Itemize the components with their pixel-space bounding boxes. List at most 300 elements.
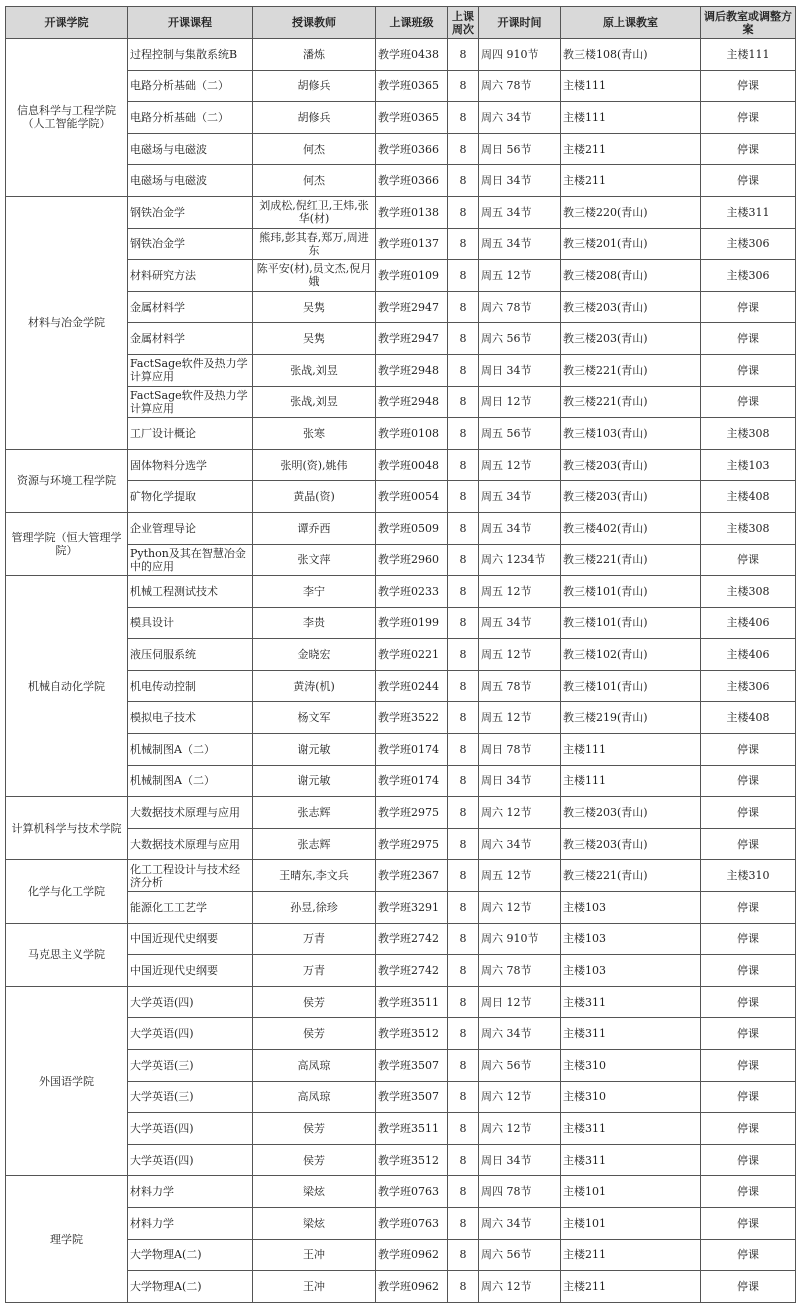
course-cell: 材料力学 <box>128 1207 253 1239</box>
week-cell: 8 <box>448 1050 479 1082</box>
plan-cell: 停课 <box>701 797 796 829</box>
week-cell: 8 <box>448 1239 479 1271</box>
teacher-cell: 陈平安(材),员文杰,倪月娥 <box>253 260 376 292</box>
week-cell: 8 <box>448 39 479 71</box>
week-cell: 8 <box>448 607 479 639</box>
time-cell: 周四 910节 <box>479 39 561 71</box>
teacher-cell: 杨文军 <box>253 702 376 734</box>
time-cell: 周六 12节 <box>479 1271 561 1303</box>
class-cell: 教学班2975 <box>376 797 448 829</box>
course-cell: 电路分析基础（二） <box>128 102 253 134</box>
room-cell: 主楼111 <box>561 102 701 134</box>
course-cell: 中国近现代史纲要 <box>128 923 253 955</box>
course-cell: 固体物料分选学 <box>128 449 253 481</box>
course-cell: 过程控制与集散系统B <box>128 39 253 71</box>
class-cell: 教学班2742 <box>376 923 448 955</box>
class-cell: 教学班0366 <box>376 133 448 165</box>
college-cell: 资源与环境工程学院 <box>6 449 128 512</box>
course-cell: FactSage软件及热力学计算应用 <box>128 354 253 386</box>
time-cell: 周六 56节 <box>479 1050 561 1082</box>
plan-cell: 停课 <box>701 386 796 418</box>
table-row <box>6 39 796 71</box>
week-cell: 8 <box>448 1144 479 1176</box>
time-cell: 周五 12节 <box>479 449 561 481</box>
teacher-cell: 何杰 <box>253 165 376 197</box>
course-cell: 能源化工工艺学 <box>128 892 253 924</box>
room-cell: 主楼101 <box>561 1207 701 1239</box>
teacher-cell: 侯芳 <box>253 1113 376 1145</box>
header-time: 开课时间 <box>479 7 561 39</box>
plan-cell: 停课 <box>701 986 796 1018</box>
college-cell: 信息科学与工程学院（人工智能学院） <box>6 39 128 197</box>
plan-cell: 停课 <box>701 133 796 165</box>
week-cell: 8 <box>448 133 479 165</box>
week-cell: 8 <box>448 797 479 829</box>
plan-cell: 主楼306 <box>701 260 796 292</box>
time-cell: 周日 34节 <box>479 765 561 797</box>
time-cell: 周日 34节 <box>479 354 561 386</box>
plan-cell: 主楼308 <box>701 418 796 450</box>
class-cell: 教学班3511 <box>376 986 448 1018</box>
course-cell: 钢铁冶金学 <box>128 196 253 228</box>
class-cell: 教学班0365 <box>376 102 448 134</box>
course-cell: 液压伺服系统 <box>128 639 253 671</box>
week-cell: 8 <box>448 196 479 228</box>
course-cell: 材料研究方法 <box>128 260 253 292</box>
plan-cell: 主楼306 <box>701 228 796 260</box>
class-cell: 教学班0199 <box>376 607 448 639</box>
teacher-cell: 王晴东,李文兵 <box>253 860 376 892</box>
teacher-cell: 张文萍 <box>253 544 376 576</box>
plan-cell: 主楼306 <box>701 670 796 702</box>
college-cell: 材料与冶金学院 <box>6 196 128 449</box>
week-cell: 8 <box>448 702 479 734</box>
course-cell: 大学英语(三) <box>128 1081 253 1113</box>
plan-cell: 停课 <box>701 1018 796 1050</box>
room-cell: 主楼103 <box>561 892 701 924</box>
class-cell: 教学班3511 <box>376 1113 448 1145</box>
teacher-cell: 万青 <box>253 955 376 987</box>
plan-cell: 主楼311 <box>701 196 796 228</box>
plan-cell: 停课 <box>701 734 796 766</box>
teacher-cell: 谢元敏 <box>253 734 376 766</box>
time-cell: 周六 34节 <box>479 828 561 860</box>
course-cell: 大数据技术原理与应用 <box>128 828 253 860</box>
room-cell: 主楼311 <box>561 986 701 1018</box>
course-cell: 大学英语(四) <box>128 1018 253 1050</box>
class-cell: 教学班0108 <box>376 418 448 450</box>
plan-cell: 主楼308 <box>701 512 796 544</box>
week-cell: 8 <box>448 1176 479 1208</box>
teacher-cell: 金晓宏 <box>253 639 376 671</box>
course-cell: 大学英语(四) <box>128 1113 253 1145</box>
course-cell: 模拟电子技术 <box>128 702 253 734</box>
table-header <box>6 7 796 39</box>
teacher-cell: 孙昱,徐珍 <box>253 892 376 924</box>
schedule-adjustment-table <box>5 6 796 1303</box>
course-cell: 大数据技术原理与应用 <box>128 797 253 829</box>
week-cell: 8 <box>448 892 479 924</box>
course-cell: 机械制图A（二） <box>128 734 253 766</box>
plan-cell: 停课 <box>701 323 796 355</box>
room-cell: 主楼101 <box>561 1176 701 1208</box>
table-row <box>6 449 796 481</box>
time-cell: 周六 12节 <box>479 1081 561 1113</box>
week-cell: 8 <box>448 228 479 260</box>
table-row <box>6 986 796 1018</box>
teacher-cell: 张明(资),姚伟 <box>253 449 376 481</box>
room-cell: 主楼211 <box>561 133 701 165</box>
header-course: 开课课程 <box>128 7 253 39</box>
course-cell: 大学物理A(二) <box>128 1271 253 1303</box>
header-row <box>6 7 796 39</box>
course-cell: 企业管理导论 <box>128 512 253 544</box>
room-cell: 主楼211 <box>561 165 701 197</box>
teacher-cell: 梁炫 <box>253 1176 376 1208</box>
time-cell: 周日 12节 <box>479 386 561 418</box>
teacher-cell: 张战,刘昱 <box>253 354 376 386</box>
table-row <box>6 923 796 955</box>
course-cell: 大学英语(四) <box>128 986 253 1018</box>
course-cell: 矿物化学提取 <box>128 481 253 513</box>
course-cell: 中国近现代史纲要 <box>128 955 253 987</box>
room-cell: 教三楼201(青山) <box>561 228 701 260</box>
teacher-cell: 梁炫 <box>253 1207 376 1239</box>
teacher-cell: 万青 <box>253 923 376 955</box>
plan-cell: 停课 <box>701 923 796 955</box>
class-cell: 教学班0221 <box>376 639 448 671</box>
plan-cell: 停课 <box>701 1239 796 1271</box>
teacher-cell: 张志辉 <box>253 828 376 860</box>
room-cell: 主楼311 <box>561 1113 701 1145</box>
course-cell: FactSage软件及热力学计算应用 <box>128 386 253 418</box>
teacher-cell: 张寒 <box>253 418 376 450</box>
week-cell: 8 <box>448 386 479 418</box>
teacher-cell: 张战,刘昱 <box>253 386 376 418</box>
class-cell: 教学班0174 <box>376 765 448 797</box>
time-cell: 周五 12节 <box>479 639 561 671</box>
course-cell: 电路分析基础（二） <box>128 70 253 102</box>
room-cell: 主楼310 <box>561 1081 701 1113</box>
plan-cell: 停课 <box>701 1207 796 1239</box>
college-cell: 理学院 <box>6 1176 128 1302</box>
plan-cell: 主楼308 <box>701 576 796 608</box>
week-cell: 8 <box>448 481 479 513</box>
teacher-cell: 吴隽 <box>253 291 376 323</box>
time-cell: 周六 78节 <box>479 291 561 323</box>
class-cell: 教学班0763 <box>376 1207 448 1239</box>
class-cell: 教学班0365 <box>376 70 448 102</box>
header-college: 开课学院 <box>6 7 128 39</box>
time-cell: 周四 78节 <box>479 1176 561 1208</box>
room-cell: 主楼103 <box>561 923 701 955</box>
room-cell: 教三楼221(青山) <box>561 354 701 386</box>
class-cell: 教学班3507 <box>376 1050 448 1082</box>
class-cell: 教学班2947 <box>376 291 448 323</box>
teacher-cell: 黄涛(机) <box>253 670 376 702</box>
room-cell: 教三楼221(青山) <box>561 544 701 576</box>
plan-cell: 停课 <box>701 544 796 576</box>
plan-cell: 停课 <box>701 828 796 860</box>
week-cell: 8 <box>448 860 479 892</box>
class-cell: 教学班0233 <box>376 576 448 608</box>
class-cell: 教学班0138 <box>376 196 448 228</box>
class-cell: 教学班0174 <box>376 734 448 766</box>
class-cell: 教学班0962 <box>376 1239 448 1271</box>
course-cell: 机械制图A（二） <box>128 765 253 797</box>
class-cell: 教学班0137 <box>376 228 448 260</box>
plan-cell: 停课 <box>701 892 796 924</box>
plan-cell: 主楼310 <box>701 860 796 892</box>
course-cell: 化工工程设计与技术经济分析 <box>128 860 253 892</box>
room-cell: 教三楼203(青山) <box>561 449 701 481</box>
course-cell: 金属材料学 <box>128 323 253 355</box>
week-cell: 8 <box>448 165 479 197</box>
week-cell: 8 <box>448 512 479 544</box>
college-cell: 计算机科学与技术学院 <box>6 797 128 860</box>
class-cell: 教学班0048 <box>376 449 448 481</box>
room-cell: 教三楼101(青山) <box>561 670 701 702</box>
room-cell: 教三楼219(青山) <box>561 702 701 734</box>
plan-cell: 停课 <box>701 1050 796 1082</box>
teacher-cell: 胡修兵 <box>253 70 376 102</box>
time-cell: 周五 12节 <box>479 260 561 292</box>
plan-cell: 主楼406 <box>701 639 796 671</box>
plan-cell: 停课 <box>701 70 796 102</box>
teacher-cell: 李宁 <box>253 576 376 608</box>
week-cell: 8 <box>448 354 479 386</box>
class-cell: 教学班2948 <box>376 386 448 418</box>
time-cell: 周六 78节 <box>479 955 561 987</box>
course-cell: 电磁场与电磁波 <box>128 133 253 165</box>
plan-cell: 停课 <box>701 102 796 134</box>
week-cell: 8 <box>448 576 479 608</box>
teacher-cell: 王冲 <box>253 1239 376 1271</box>
teacher-cell: 侯芳 <box>253 1018 376 1050</box>
course-cell: 材料力学 <box>128 1176 253 1208</box>
time-cell: 周五 34节 <box>479 481 561 513</box>
time-cell: 周五 34节 <box>479 607 561 639</box>
class-cell: 教学班2947 <box>376 323 448 355</box>
time-cell: 周日 78节 <box>479 734 561 766</box>
time-cell: 周六 12节 <box>479 1113 561 1145</box>
room-cell: 教三楼102(青山) <box>561 639 701 671</box>
table-row <box>6 797 796 829</box>
week-cell: 8 <box>448 1081 479 1113</box>
time-cell: 周五 12节 <box>479 702 561 734</box>
time-cell: 周五 56节 <box>479 418 561 450</box>
class-cell: 教学班0366 <box>376 165 448 197</box>
class-cell: 教学班0509 <box>376 512 448 544</box>
teacher-cell: 高凤琼 <box>253 1081 376 1113</box>
time-cell: 周日 56节 <box>479 133 561 165</box>
teacher-cell: 谢元敏 <box>253 765 376 797</box>
teacher-cell: 谭乔西 <box>253 512 376 544</box>
teacher-cell: 胡修兵 <box>253 102 376 134</box>
time-cell: 周五 34节 <box>479 228 561 260</box>
room-cell: 主楼111 <box>561 734 701 766</box>
teacher-cell: 侯芳 <box>253 986 376 1018</box>
plan-cell: 停课 <box>701 1081 796 1113</box>
week-cell: 8 <box>448 1018 479 1050</box>
college-cell: 马克思主义学院 <box>6 923 128 986</box>
teacher-cell: 熊玮,彭其春,郑万,周进东 <box>253 228 376 260</box>
plan-cell: 停课 <box>701 765 796 797</box>
room-cell: 主楼103 <box>561 955 701 987</box>
room-cell: 教三楼220(青山) <box>561 196 701 228</box>
teacher-cell: 张志辉 <box>253 797 376 829</box>
class-cell: 教学班2367 <box>376 860 448 892</box>
teacher-cell: 李贵 <box>253 607 376 639</box>
table-row <box>6 860 796 892</box>
week-cell: 8 <box>448 260 479 292</box>
header-week: 上课周次 <box>448 7 479 39</box>
week-cell: 8 <box>448 670 479 702</box>
week-cell: 8 <box>448 449 479 481</box>
class-cell: 教学班2960 <box>376 544 448 576</box>
week-cell: 8 <box>448 955 479 987</box>
course-cell: 大学英语(三) <box>128 1050 253 1082</box>
class-cell: 教学班0054 <box>376 481 448 513</box>
table-row <box>6 576 796 608</box>
class-cell: 教学班3507 <box>376 1081 448 1113</box>
table-row <box>6 1176 796 1208</box>
plan-cell: 主楼111 <box>701 39 796 71</box>
time-cell: 周日 34节 <box>479 1144 561 1176</box>
time-cell: 周五 34节 <box>479 196 561 228</box>
course-cell: 大学英语(四) <box>128 1144 253 1176</box>
week-cell: 8 <box>448 1271 479 1303</box>
class-cell: 教学班0109 <box>376 260 448 292</box>
time-cell: 周五 12节 <box>479 860 561 892</box>
time-cell: 周六 34节 <box>479 1207 561 1239</box>
course-cell: 钢铁冶金学 <box>128 228 253 260</box>
college-cell: 机械自动化学院 <box>6 576 128 797</box>
header-class: 上课班级 <box>376 7 448 39</box>
teacher-cell: 高凤琼 <box>253 1050 376 1082</box>
room-cell: 主楼111 <box>561 765 701 797</box>
time-cell: 周五 34节 <box>479 512 561 544</box>
plan-cell: 停课 <box>701 1113 796 1145</box>
course-cell: 大学物理A(二) <box>128 1239 253 1271</box>
week-cell: 8 <box>448 765 479 797</box>
week-cell: 8 <box>448 291 479 323</box>
class-cell: 教学班3512 <box>376 1018 448 1050</box>
teacher-cell: 潘炼 <box>253 39 376 71</box>
time-cell: 周六 12节 <box>479 797 561 829</box>
room-cell: 教三楼402(青山) <box>561 512 701 544</box>
room-cell: 主楼311 <box>561 1018 701 1050</box>
week-cell: 8 <box>448 1207 479 1239</box>
week-cell: 8 <box>448 734 479 766</box>
teacher-cell: 吴隽 <box>253 323 376 355</box>
plan-cell: 停课 <box>701 354 796 386</box>
class-cell: 教学班3512 <box>376 1144 448 1176</box>
week-cell: 8 <box>448 828 479 860</box>
course-cell: 电磁场与电磁波 <box>128 165 253 197</box>
class-cell: 教学班0438 <box>376 39 448 71</box>
table-row <box>6 196 796 228</box>
room-cell: 教三楼108(青山) <box>561 39 701 71</box>
class-cell: 教学班0962 <box>376 1271 448 1303</box>
plan-cell: 主楼103 <box>701 449 796 481</box>
week-cell: 8 <box>448 544 479 576</box>
course-cell: 机械工程测试技术 <box>128 576 253 608</box>
week-cell: 8 <box>448 1113 479 1145</box>
plan-cell: 停课 <box>701 1144 796 1176</box>
plan-cell: 停课 <box>701 1176 796 1208</box>
room-cell: 主楼111 <box>561 70 701 102</box>
time-cell: 周六 56节 <box>479 1239 561 1271</box>
time-cell: 周六 56节 <box>479 323 561 355</box>
teacher-cell: 王冲 <box>253 1271 376 1303</box>
room-cell: 教三楼103(青山) <box>561 418 701 450</box>
room-cell: 教三楼221(青山) <box>561 860 701 892</box>
teacher-cell: 黄晶(资) <box>253 481 376 513</box>
header-original-room: 原上课教室 <box>561 7 701 39</box>
room-cell: 主楼310 <box>561 1050 701 1082</box>
time-cell: 周五 12节 <box>479 576 561 608</box>
class-cell: 教学班0763 <box>376 1176 448 1208</box>
week-cell: 8 <box>448 70 479 102</box>
class-cell: 教学班2948 <box>376 354 448 386</box>
room-cell: 教三楼101(青山) <box>561 576 701 608</box>
time-cell: 周六 34节 <box>479 1018 561 1050</box>
college-cell: 管理学院（恒大管理学院） <box>6 512 128 575</box>
week-cell: 8 <box>448 102 479 134</box>
time-cell: 周六 34节 <box>479 102 561 134</box>
week-cell: 8 <box>448 923 479 955</box>
plan-cell: 主楼408 <box>701 481 796 513</box>
time-cell: 周六 78节 <box>479 70 561 102</box>
time-cell: 周日 34节 <box>479 165 561 197</box>
course-cell: 模具设计 <box>128 607 253 639</box>
time-cell: 周六 1234节 <box>479 544 561 576</box>
room-cell: 教三楼203(青山) <box>561 481 701 513</box>
teacher-cell: 侯芳 <box>253 1144 376 1176</box>
plan-cell: 停课 <box>701 165 796 197</box>
time-cell: 周六 12节 <box>479 892 561 924</box>
room-cell: 主楼211 <box>561 1271 701 1303</box>
header-adjustment-plan: 调后教室或调整方案 <box>701 7 796 39</box>
time-cell: 周日 12节 <box>479 986 561 1018</box>
class-cell: 教学班3291 <box>376 892 448 924</box>
plan-cell: 停课 <box>701 1271 796 1303</box>
room-cell: 教三楼203(青山) <box>561 828 701 860</box>
course-cell: Python及其在智慧冶金中的应用 <box>128 544 253 576</box>
class-cell: 教学班0244 <box>376 670 448 702</box>
room-cell: 教三楼203(青山) <box>561 291 701 323</box>
week-cell: 8 <box>448 986 479 1018</box>
teacher-cell: 何杰 <box>253 133 376 165</box>
week-cell: 8 <box>448 323 479 355</box>
course-cell: 机电传动控制 <box>128 670 253 702</box>
plan-cell: 主楼406 <box>701 607 796 639</box>
week-cell: 8 <box>448 639 479 671</box>
table-row <box>6 512 796 544</box>
college-cell: 外国语学院 <box>6 986 128 1176</box>
room-cell: 教三楼208(青山) <box>561 260 701 292</box>
plan-cell: 主楼408 <box>701 702 796 734</box>
class-cell: 教学班3522 <box>376 702 448 734</box>
room-cell: 教三楼101(青山) <box>561 607 701 639</box>
course-cell: 金属材料学 <box>128 291 253 323</box>
header-teacher: 授课教师 <box>253 7 376 39</box>
teacher-cell: 刘成松,倪红卫,王炜,张华(材) <box>253 196 376 228</box>
plan-cell: 停课 <box>701 955 796 987</box>
room-cell: 教三楼203(青山) <box>561 323 701 355</box>
class-cell: 教学班2975 <box>376 828 448 860</box>
